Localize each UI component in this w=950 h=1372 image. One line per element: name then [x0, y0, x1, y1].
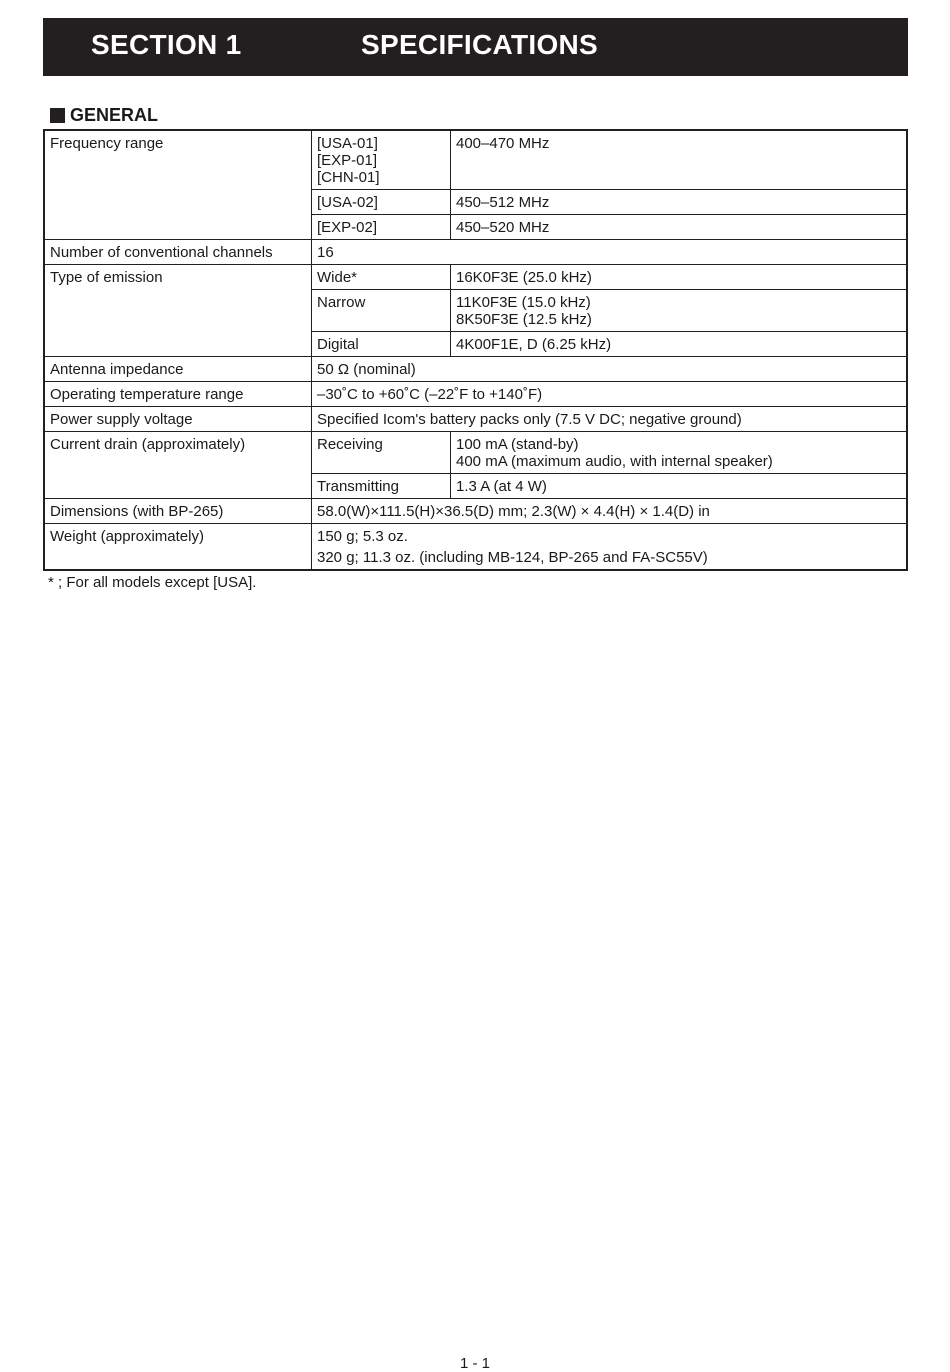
row-label: Current drain (approximately): [44, 432, 312, 499]
row-value: 16: [312, 240, 908, 265]
sub-label: Transmitting: [312, 474, 451, 499]
row-value: –30˚C to +60˚C (–22˚F to +140˚F): [312, 382, 908, 407]
row-label: Dimensions (with BP-265): [44, 499, 312, 524]
value-line: 11K0F3E (15.0 kHz): [456, 294, 591, 311]
sub-label: Digital: [312, 332, 451, 357]
specifications-table: [43, 129, 908, 571]
row-label: Operating temperature range: [44, 382, 312, 407]
row-value: 450–512 MHz: [451, 190, 908, 215]
table-row: [44, 407, 907, 432]
sub-label-line: [USA-01]: [317, 135, 378, 152]
section-title: SPECIFICATIONS: [361, 29, 599, 60]
heading-label: GENERAL: [70, 105, 159, 125]
footnote: * ; For all models except [USA].: [48, 574, 257, 591]
general-heading: [50, 105, 158, 126]
sub-label: [USA-02]: [312, 190, 451, 215]
row-value: 450–520 MHz: [451, 215, 908, 240]
sub-label: Wide*: [312, 265, 451, 290]
table-row: [44, 382, 907, 407]
row-label: Power supply voltage: [44, 407, 312, 432]
row-label: Type of emission: [44, 265, 312, 357]
row-value: [312, 524, 908, 571]
value-line: 100 mA (stand-by): [456, 436, 579, 453]
row-value: [451, 432, 908, 474]
row-label: Weight (approximately): [44, 524, 312, 571]
value-line: 8K50F3E (12.5 kHz): [456, 311, 592, 328]
row-value: 58.0(W)×111.5(H)×36.5(D) mm; 2.3(W) × 4.4(H) × 1.4(D) in: [312, 499, 908, 524]
sub-label: [EXP-02]: [312, 215, 451, 240]
table-row: [44, 357, 907, 382]
section-number: SECTION 1: [91, 29, 242, 60]
page-number: 1 - 1: [459, 1355, 490, 1372]
value-line: 150 g; 5.3 oz.: [317, 528, 408, 545]
row-value: 16K0F3E (25.0 kHz): [451, 265, 908, 290]
square-bullet-icon: [50, 108, 65, 123]
row-label: Number of conventional channels: [44, 240, 312, 265]
table-row: [44, 240, 907, 265]
row-value: 400–470 MHz: [451, 130, 908, 190]
row-value: [451, 290, 908, 332]
sub-label-line: [EXP-01]: [317, 152, 378, 169]
row-value: 4K00F1E, D (6.25 kHz): [451, 332, 908, 357]
sub-label: Narrow: [312, 290, 451, 332]
value-line: 400 mA (maximum audio, with internal speaker): [456, 453, 773, 470]
table-row: [44, 432, 907, 474]
row-label: Frequency range: [44, 130, 312, 240]
row-value: Specified Icom's battery packs only (7.5 V DC; negative ground): [312, 407, 908, 432]
table-row: [44, 130, 907, 190]
value-line: 320 g; 11.3 oz. (including MB-124, BP-265 and FA-SC55V): [317, 549, 708, 566]
table-row: [44, 499, 907, 524]
sub-label: Receiving: [312, 432, 451, 474]
row-label: Antenna impedance: [44, 357, 312, 382]
row-value: 1.3 A (at 4 W): [451, 474, 908, 499]
row-value: 50 Ω (nominal): [312, 357, 908, 382]
table-row: [44, 265, 907, 290]
sub-label-line: [CHN-01]: [317, 169, 380, 186]
sub-label: [312, 130, 451, 190]
section-banner: [43, 18, 908, 76]
table-row: [44, 524, 907, 571]
